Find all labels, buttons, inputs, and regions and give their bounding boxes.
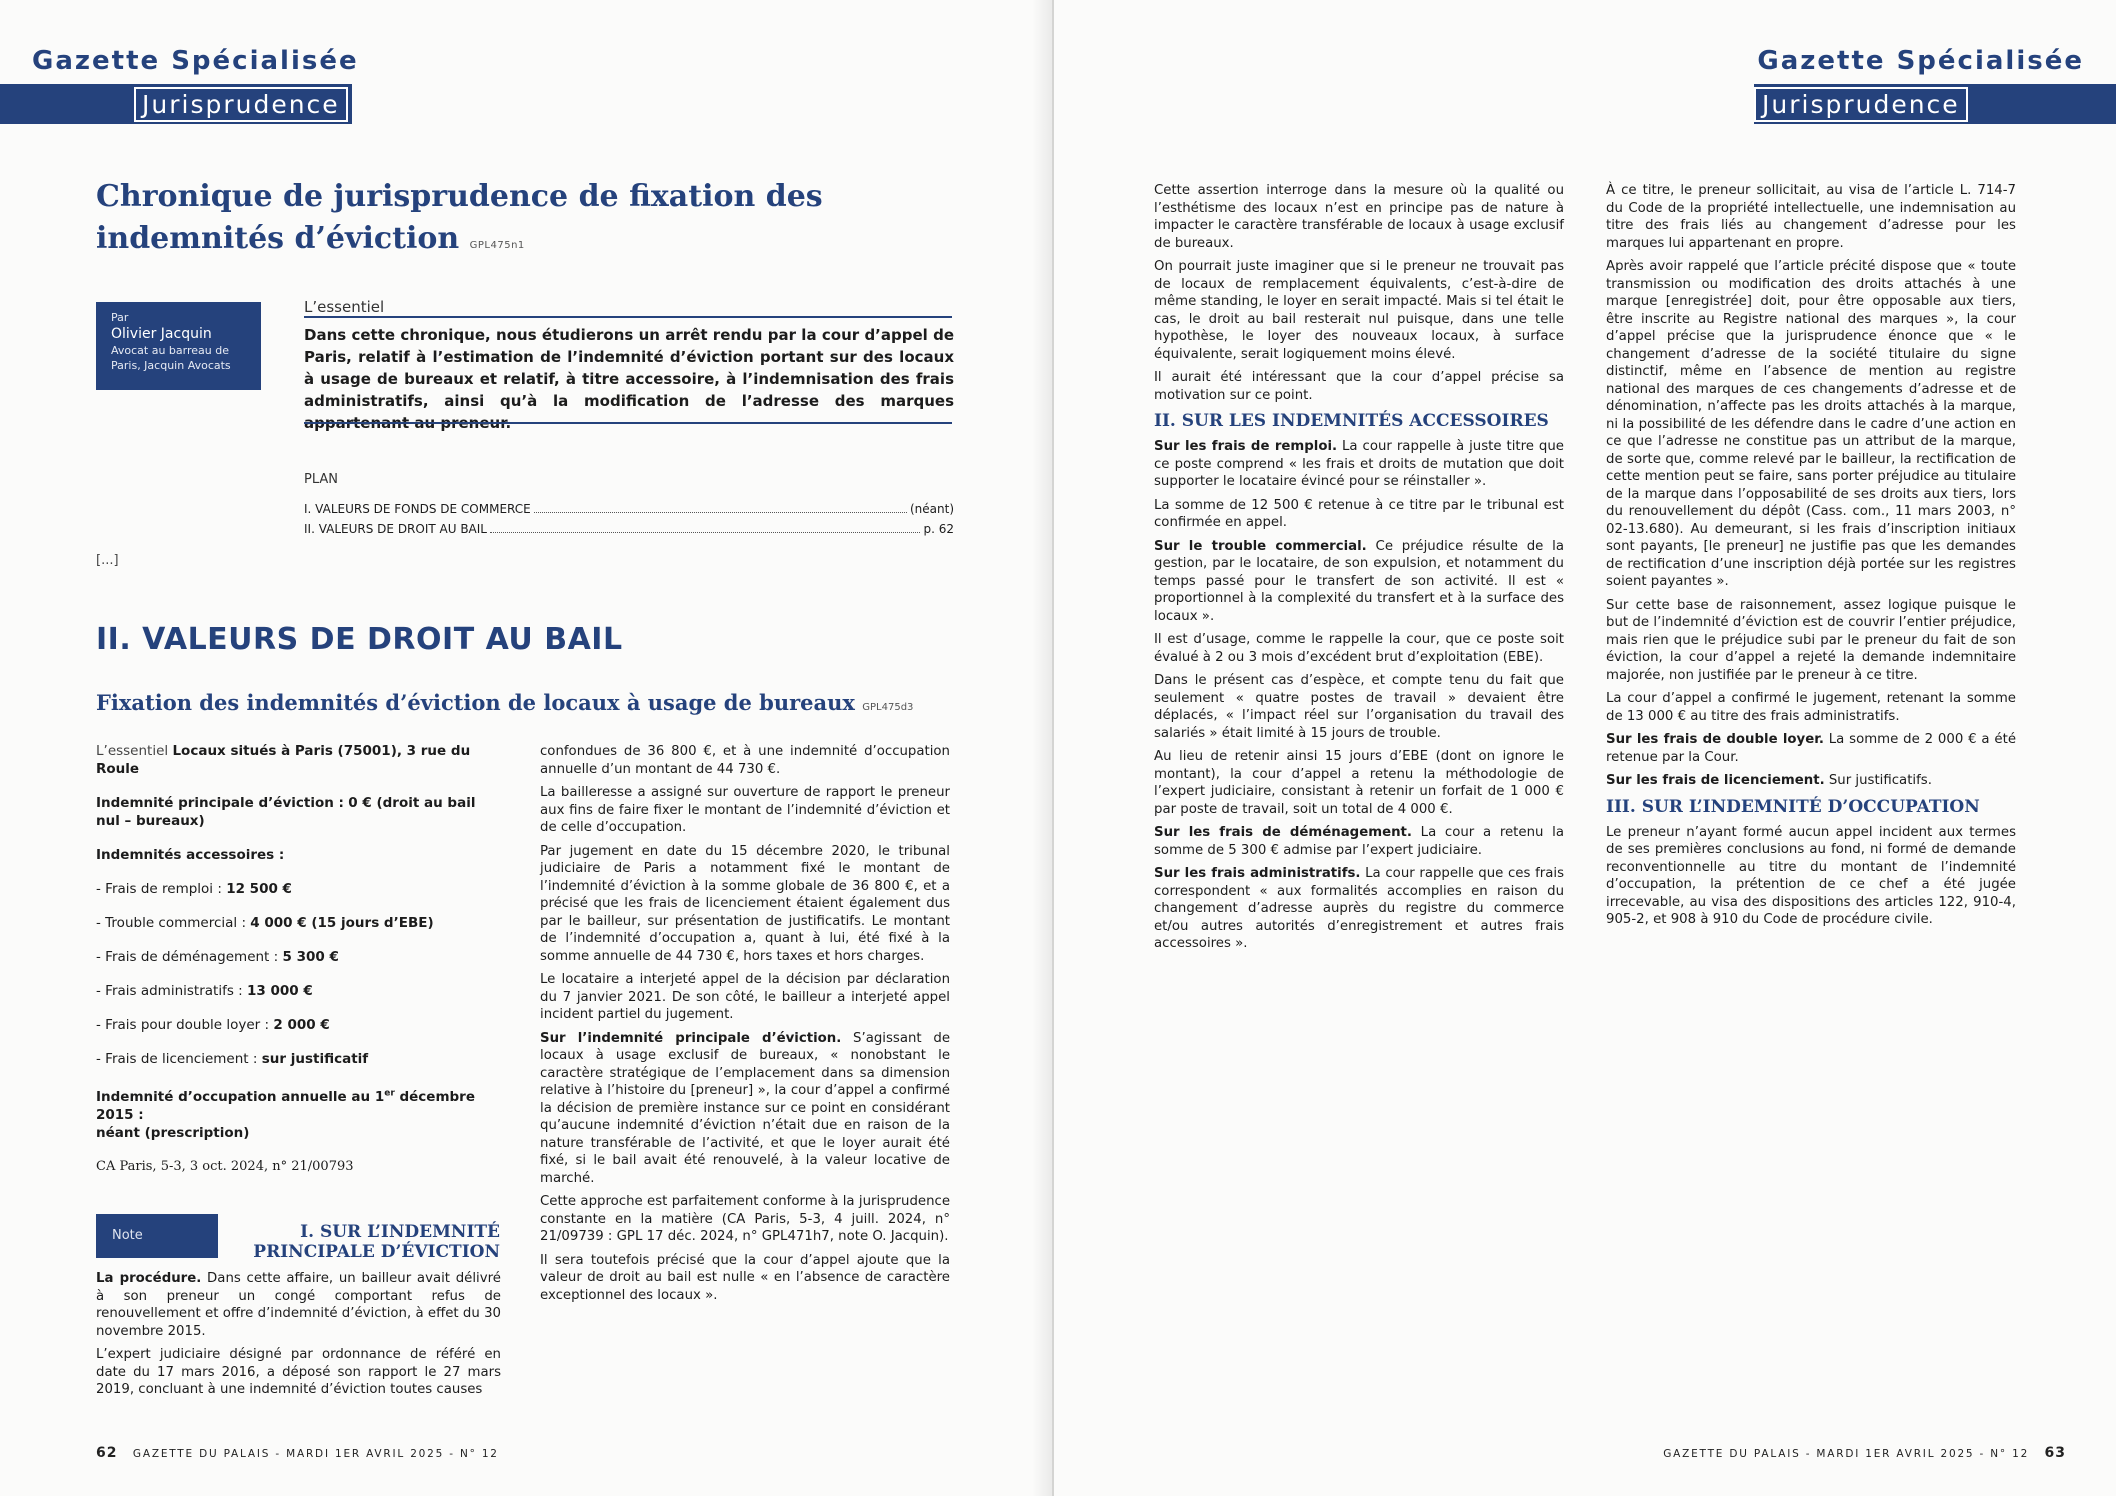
section-label: Jurisprudence: [134, 87, 348, 122]
subsection-code: GPL475d3: [862, 702, 914, 713]
summary-item: - Frais de déménagement : 5 300 €: [96, 949, 339, 965]
paragraph: Par jugement en date du 15 décembre 2020, le tribunal judiciaire de Paris a notamment fixé le montant de l’indemnité d’éviction à la somme globale de 36 800 €, et a précisé que les frais de licenciement étaient également dus par le bailleur, sur présentation de justificatifs. Le montant de l’indemnité d’occupation a, quant à lui, été fixé à la somme annuelle de 44 730 €, hors taxes et hors charges.: [540, 843, 950, 964]
paragraph: La cour d’appel a confirmé le jugement, retenant la somme de 13 000 € au titre des frais administratifs.: [1606, 691, 2016, 724]
essentiel-label: L’essentiel: [304, 298, 390, 316]
footer-right: [1663, 1445, 2066, 1461]
essentiel-text: Dans cette chronique, nous étudierons un arrêt rendu par la cour d’appel de Paris, relatif à l’estimation de l’indemnité d’éviction portant sur des locaux à usage de bureaux et relatif, à titre accessoire, à l’indemnisation des frais administratifs, ainsi qu’à la modification de l’adresse des marques appartenant au preneur.: [304, 326, 954, 432]
paragraph: Cette assertion interroge dans la mesure où la qualité ou l’esthétisme des locaux n’est en principe pas de nature à impacter le caractère transférable de locaux à usage exclusif de bureaux.: [1154, 183, 1564, 251]
footer-text: GAZETTE DU PALAIS - MARDI 1ER AVRIL 2025 - N° 12: [1663, 1448, 2030, 1460]
note-label: Note: [96, 1214, 218, 1258]
summary-item: - Frais de licenciement : sur justificatif: [96, 1051, 369, 1067]
paragraph: Sur cette base de raisonnement, assez logique puisque le but de l’indemnité d’éviction est de couvrir l’entier préjudice, mais rien que le préjudice subi par le preneur du fait de son éviction, la cour d’appel a rejeté la demande indemnitaire majorée, non justifiée par le preneur à ce titre.: [1606, 597, 2016, 683]
plan-item[interactable]: II. VALEURS DE DROIT AU BAIL p. 62: [304, 522, 954, 536]
summary-item: - Frais de remploi : 12 500 €: [96, 881, 292, 897]
summary-item: - Frais administratifs : 13 000 €: [96, 983, 313, 999]
column-heading: III. SUR L’INDEMNITÉ D’OCCUPATION: [1606, 796, 1980, 817]
page-number: 62: [96, 1445, 118, 1461]
subsection-heading: Fixation des indemnités d’éviction de locaux à usage de bureaux GPL475d3: [96, 690, 914, 715]
ellipsis: [...]: [96, 553, 119, 568]
essentiel-rule-bottom: [304, 422, 952, 424]
paragraph: Le locataire a interjeté appel de la décision par déclaration du 7 janvier 2021. De son côté, le bailleur a interjeté appel incident partiel du jugement.: [540, 972, 950, 1022]
paragraph: Sur le trouble commercial. Ce préjudice résulte de la gestion, par le locataire, de son expulsion, et notamment du temps passé pour le transfert de son activité. Il est « proportionnel à la complexité du transfert et à la surface des locaux ».: [1154, 538, 1565, 624]
case-reference: CA Paris, 5-3, 3 oct. 2024, n° 21/00793: [96, 1158, 354, 1174]
paragraph: À ce titre, le preneur sollicitait, au visa de l’article L. 714-7 du Code de la propriété intellectuelle, une indemnisation au titre des frais liés au changement d’adresse pour les marques lui appartenant en propre.: [1606, 183, 2016, 251]
paragraph: Il sera toutefois précisé que la cour d’appel ajoute que la valeur de droit au bail est nulle « en l’absence de caractère exceptionnel des locaux ».: [540, 1252, 950, 1303]
brand-title: Gazette Spécialisée: [1757, 46, 2084, 76]
paragraph: La bailleresse a assigné sur ouverture de rapport le preneur aux fins de faire fixer le montant de l’indemnité d’éviction et de celle d’occupation.: [540, 785, 950, 835]
summary-item: - Frais pour double loyer : 2 000 €: [96, 1017, 330, 1033]
left-page: [0, 0, 1052, 1496]
note-heading: I. SUR L’INDEMNITÉ PRINCIPALE D’ÉVICTION: [253, 1222, 500, 1262]
paragraph: Il est d’usage, comme le rappelle la cour, que ce poste soit évalué à 2 ou 3 mois d’excédent brut d’exploitation (EBE).: [1154, 632, 1564, 665]
paragraph: Dans le présent cas d’espèce, et compte tenu du fait que seulement « quatre postes de travail » devaient être déplacés, « l’impact réel sur l’organisation du travail des salariés » était limité à 15 jours de trouble.: [1154, 673, 1564, 741]
paragraph: Sur les frais de remploi. La cour rappelle à juste titre que ce poste comprend « les frais et droits de mutation que doit supporter le locataire évincé pour se réinstaller ».: [1154, 439, 1564, 489]
summary-occupation: Indemnité d’occupation annuelle au 1er décembre 2015 : néant (prescription): [96, 1088, 475, 1141]
right-column-1: [1154, 182, 1564, 959]
summary-acc-label: Indemnités accessoires :: [96, 847, 285, 863]
right-column-2: [1606, 182, 2016, 935]
paragraph: La somme de 12 500 € retenue à ce titre par le tribunal est confirmée en appel.: [1154, 497, 1564, 530]
plan-label: PLAN: [304, 472, 338, 487]
paragraph: Sur l’indemnité principale d’éviction. S’agissant de locaux à usage exclusif de bureaux, « nonobstant le caractère stratégique de l’emplacement dans sa dimension relative à l’histoire du [preneur] », la cour d’appel a confirmé la décision de première instance sur ce point en considérant qu’aucune indemnité d’éviction n’était due en raison de la nature transférable de l’activité, et que le loyer aurait été fixé, si le bail avait été renouvelé, à la valeur locative de marché.: [540, 1030, 951, 1186]
author-name: Olivier Jacquin: [111, 326, 212, 342]
column-heading: II. SUR LES INDEMNITÉS ACCESSOIRES: [1154, 411, 1549, 431]
paragraph: On pourrait juste imaginer que si le preneur ne trouvait pas de locaux de remplacement équivalents, c’est-à-dire de même standing, le loyer en serait impacté. Mais si tel était le cas, le droit au bail resterait nul puisque, dans une telle hypothèse, le loyer des nouveaux locaux, à surface équivalente, serait logiquement moins élevé.: [1154, 259, 1564, 362]
paragraph: La procédure. Dans cette affaire, un bailleur avait délivré à son preneur un congé comportant refus de renouvellement et offre d’indemnité d’éviction, à effet du 30 novembre 2015.: [96, 1271, 501, 1339]
case-summary: [96, 742, 501, 1192]
paragraph: Sur les frais de déménagement. La cour a retenu la somme de 5 300 € admise par l’expert judiciaire.: [1154, 825, 1564, 858]
page-number: 63: [2044, 1445, 2066, 1461]
left-column-2: [540, 743, 950, 1310]
paragraph: Après avoir rappelé que l’article précité dispose que « toute transmission ou modification des droits attachés à une marque [enregistrée] doit, pour être opposable aux tiers, être inscrite au Registre national des marques », la cour d’appel précise que la jurisprudence énonce que « le changement d’adresse de la société titulaire du signe distinctif, même en l’absence de mention au registre national des marques de ces changements d’adresse et de dénomination, n’affecte pas les droits attachés à la marque, ni la possibilité de les défendre dans le cadre d’une action en ce que l’adresse ne constitue pas un attribut de la marque, de sorte que, comme relevé par le bailleur, la rectification de cette mention peut se faire, sans porter préjudice au titulaire de la marque dans l’opposabilité de ses droits aux tiers, lors du renouvellement du dépôt (Cass. com., 11 mars 2003, n° 02-13.680). Au demeurant, si les frais d’inscription initiaux sont payants, [le preneur] ne justifie pas que les demandes de rectification d’une inscription déjà portée sur les registres soient payantes ».: [1606, 259, 2016, 589]
paragraph: Sur les frais de licenciement. Sur justificatifs.: [1606, 773, 1932, 788]
summary-main: Indemnité principale d’éviction : 0 € (droit au bail nul – bureaux): [96, 795, 476, 829]
paragraph: Il aurait été intéressant que la cour d’appel précise sa motivation sur ce point.: [1154, 370, 1564, 403]
paragraph: L’expert judiciaire désigné par ordonnance de référé en date du 17 mars 2016, a déposé son rapport le 27 mars 2019, concluant à une indemnité d’éviction toutes causes: [96, 1347, 501, 1397]
section-heading: II. VALEURS DE DROIT AU BAIL: [96, 622, 623, 657]
paragraph: Cette approche est parfaitement conforme à la jurisprudence constante en la matière (CA Paris, 5-3, 4 juill. 2024, n° 21/09739 : GPL 17 déc. 2024, n° GPL471h7, note O. Jacquin).: [540, 1194, 950, 1244]
title-code: GPL475n1: [469, 240, 525, 251]
paragraph: Le preneur n’ayant formé aucun appel incident aux termes de ses premières conclusions au fond, ni formé de demande reconventionnelle au titre du montant de l’indemnité d’occupation, la prétention de ce chef a été jugée irrecevable, au visa des dispositions des articles 122, 910-4, 905-2, et 908 à 910 du Code de procédure civile.: [1606, 824, 2016, 927]
note-row: [96, 1214, 501, 1262]
summary-item: - Trouble commercial : 4 000 € (15 jours d’EBE): [96, 915, 434, 931]
left-column-1: [96, 1270, 501, 1405]
right-page: [1052, 0, 2116, 1496]
author-box: [96, 302, 261, 390]
paragraph: confondues de 36 800 €, et à une indemnité d’occupation annuelle d’un montant de 44 730 €.: [540, 744, 950, 777]
summary-essentiel: L’essentiel Locaux situés à Paris (75001), 3 rue du Roule: [96, 743, 471, 777]
footer-left: [96, 1445, 499, 1461]
paragraph: Sur les frais administratifs. La cour rappelle que ces frais correspondent « aux formalités accomplies en raison du changement d’adresse auprès du registre du commerce et/ou autres autorités d’enregistrement et autres frais accessoires ».: [1154, 866, 1564, 951]
plan-item[interactable]: I. VALEURS DE FONDS DE COMMERCE (néant): [304, 502, 954, 516]
paragraph: Sur les frais de double loyer. La somme de 2 000 € a été retenue par la Cour.: [1606, 732, 2016, 765]
author-role: Avocat au barreau de Paris, Jacquin Avocats: [111, 344, 231, 372]
paragraph: Au lieu de retenir ainsi 15 jours d’EBE (dont on ignore le montant), la cour d’appel a retenu la méthodologie de l’expert judiciaire, consistant à retenir un forfait de 1 000 € par poste de travail, soit un total de 4 000 €.: [1154, 749, 1564, 817]
brand-title: Gazette Spécialisée: [32, 46, 359, 76]
footer-text: GAZETTE DU PALAIS - MARDI 1ER AVRIL 2025 - N° 12: [132, 1448, 499, 1460]
author-by: Par: [111, 311, 129, 324]
page-title: Chronique de jurisprudence de fixation des indemnités d’éviction GPL475n1: [96, 179, 823, 256]
section-label: Jurisprudence: [1754, 87, 1968, 122]
essentiel-rule: [304, 316, 952, 318]
